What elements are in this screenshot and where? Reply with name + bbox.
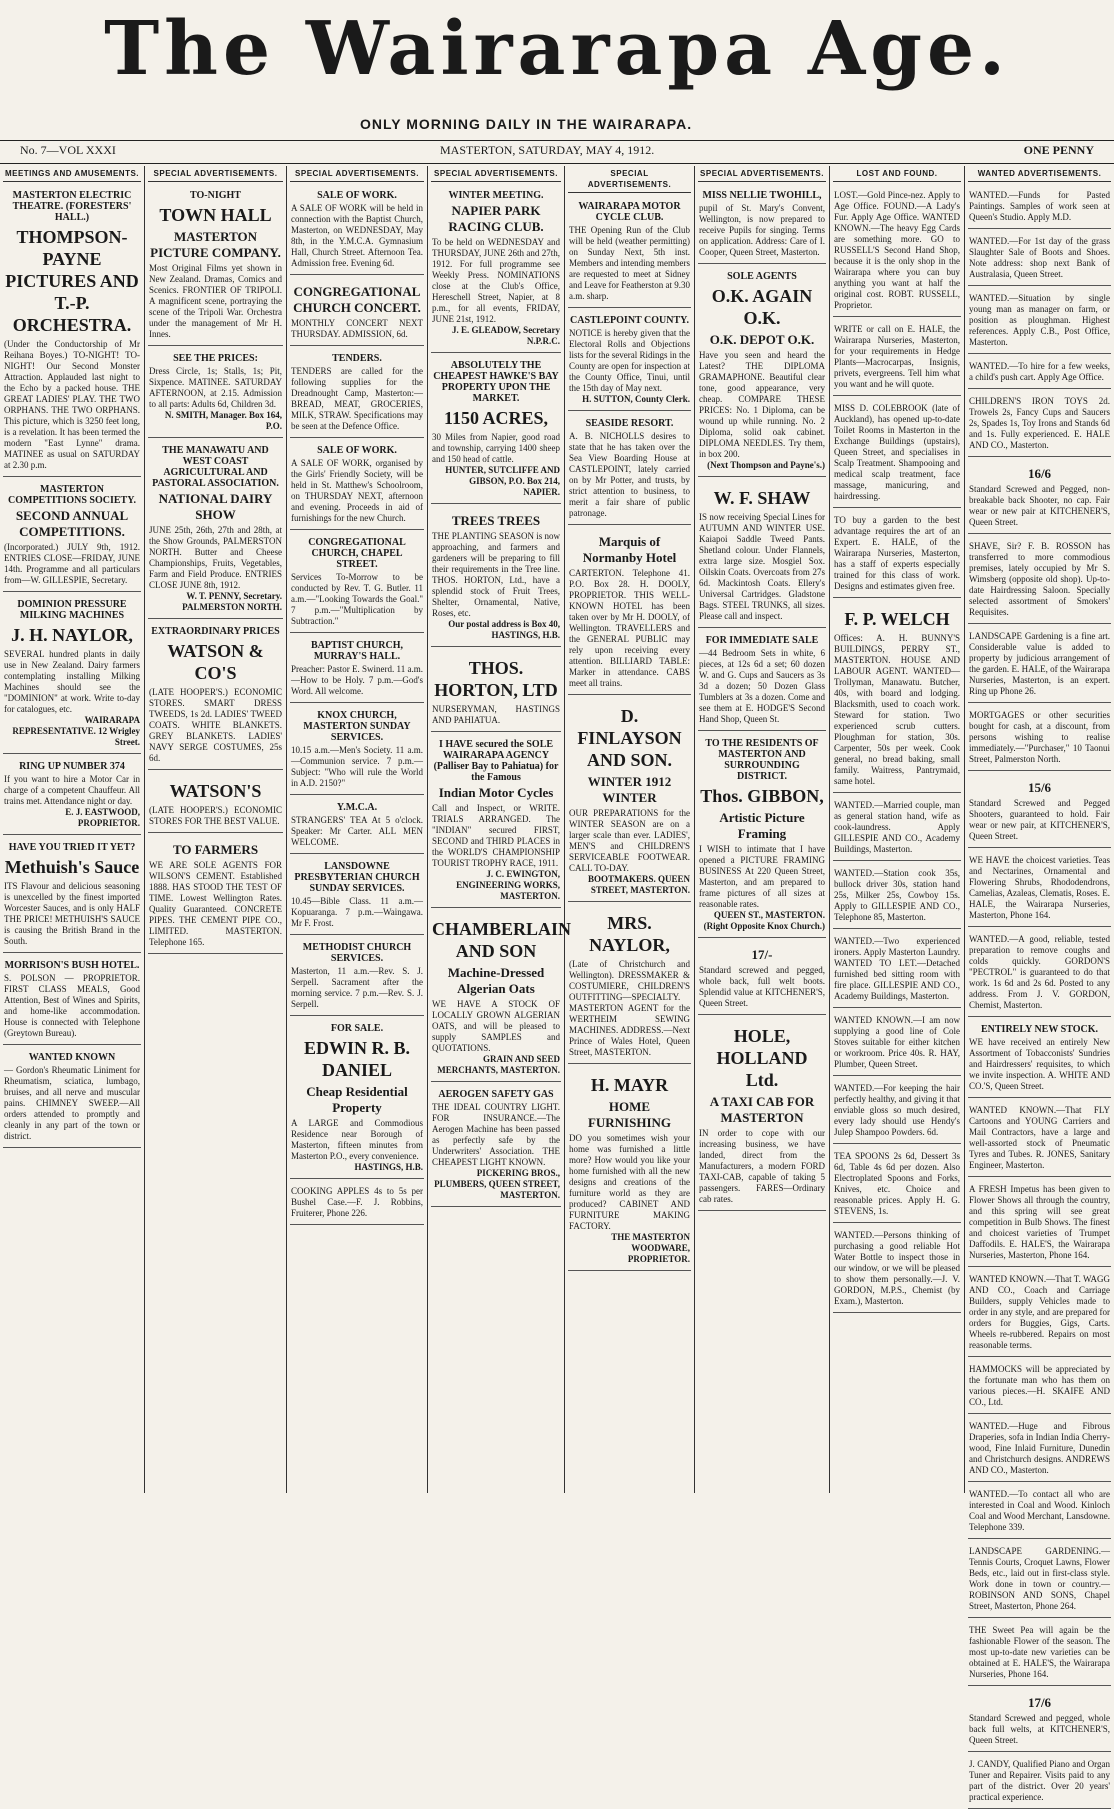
advertisement (833, 1226, 961, 1313)
ad-body: LANDSCAPE GARDENING.—Tennis Courts, Croquet Lawns, Flower Beds, etc., laid out in first-class style. Work done in town or country.—ROBINSON AND SONS, Chapel Street, Masterton, Phone 264. (969, 1546, 1110, 1611)
ad-body: SEVERAL hundred plants in daily use in New Zealand. Dairy farmers contemplating installing Milking Machines should see the "DOMINION" at work. Write to-day for catalogues, etc. (4, 649, 140, 714)
advertisement (290, 349, 424, 438)
ad-body: WANTED.—A good, reliable, tested preparation to remove coughs and colds quickly. GORDON'S "PECTROL" is guaranteed to do that work. 1s 6d and 2s 6d. Posted to any address. From J. V. GORDON, Chemist, Masterton. (969, 934, 1110, 1010)
ad-body: LOST.—Gold Pince-nez. Apply to Age Office. FOUND.—A Lady's Fur. Apply Age Office. WANTED KNOWN.—The heavy Egg Cards are something more. GO to RUSSELL'S Second Hand Shop, because it is the only shop in the Wairarapa where you can buy anything you want at half the original cost. ROBT. RUSSELL, Proprietor. (834, 190, 960, 310)
ad-mid: HOME FURNISHING (587, 1099, 672, 1130)
ad-body: WANTED.—Married couple, man as general station hand, wife as cook-laundress. Apply GILLESPIE AND CO., Academy Buildings, Masterton. (834, 800, 960, 854)
ad-body: Most Original Films yet shown in New Zealand. Dramas, Comics and Scenics. FRONTIER OF TRIPOLI. A magnificent scene, portraying the scene of the Tripoli War. Orchestra under the management of Mr H. Innes. (149, 263, 282, 339)
ad-body: NOTICE is hereby given that the Electoral Rolls and Objections lists for the several Ridings in the County are open for inspection at the County Office, Tinui, until the 15th day of May next. (569, 328, 690, 393)
advertisement (290, 533, 424, 633)
ad-big: O.K. AGAIN O.K. (711, 286, 813, 328)
ad-body: — Gordon's Rheumatic Liniment for Rheumatism, sciatica, lumbago, bruises, and all nerve and muscular pains. CHIMNEY SWEEP.—All orders attended to promptly and cleanly in any part of the town or district. (4, 1065, 140, 1141)
ad-title: FOR SALE. (330, 1023, 384, 1034)
ad-big: J. H. NAYLOR, (11, 625, 133, 645)
ad-body: Services To-Morrow to be conducted by Rev. T. G. Butler. 11 a.m.—"Looking Towards the Goal." 7 p.m.—"Multiplication by Subtraction." (291, 572, 423, 626)
ad-body: pupil of St. Mary's Convent, Wellington, is now prepared to receive Pupils for singing. Terms on application. Address: Care of I. Cooper, Queen Street, Masterton. (699, 203, 825, 257)
ad-mid: 17/- (751, 947, 773, 962)
ad-body: STRANGERS' TEA At 5 o'clock. Speaker: Mr Carter. ALL MEN WELCOME. (291, 815, 423, 847)
advertisement (833, 511, 961, 598)
column-heading: SPECIAL ADVERTISEMENTS. (290, 166, 424, 182)
column-heading: MEETINGS AND AMUSEMENTS. (3, 166, 141, 182)
issue-date: MASTERTON, SATURDAY, MAY 4, 1912. (440, 143, 655, 157)
advertisement (968, 1542, 1111, 1618)
ad-foot: J. C. EWINGTON, ENGINEERING WORKS, MASTERTON. (456, 869, 560, 901)
ad-title: SOLE AGENTS (727, 271, 797, 282)
advertisement (431, 1085, 561, 1207)
column-4 (428, 166, 572, 1493)
ad-foot: Our postal address is Box 40, HASTINGS, H.B. (448, 619, 560, 640)
ad-body: Preacher: Pastor E. Swinerd. 11 a.m.—How to be Holy. 7 p.m.—God's Word. All welcome. (291, 664, 423, 696)
ad-mid: 16/6 (1027, 466, 1052, 481)
ad-body: WANTED.—For 1st day of the grass Slaughter Sale of Boots and Shoes. Note address: shop next Bank of Australasia, Queen Street. (969, 236, 1110, 279)
ad-title: WAIRARAPA MOTOR CYCLE CLUB. (578, 201, 681, 223)
ad-body: I WISH to intimate that I have opened a PICTURE FRAMING BUSINESS At 220 Queen Street, Masterton, and am prepared to frame pictures of all sizes at reasonable rates. (699, 844, 825, 909)
ad-body: JUNE 25th, 26th, 27th and 28th, at the Show Grounds, PALMERSTON NORTH. Butter and Cheese Championships, Fruits, Vegetables, Farm and Field Produce. ENTRIES CLOSE JUNE 8th, 1912. (149, 525, 282, 590)
ad-title: TO THE RESIDENTS OF MASTERTON AND SURROUNDING DISTRICT. (705, 738, 819, 782)
advertisement (431, 911, 572, 1082)
ad-foot: BOOTMAKERS. QUEEN STREET, MASTERTON. (587, 874, 690, 895)
ad-title: HAVE YOU TRIED IT YET? (8, 842, 136, 853)
column-heading: SPECIAL ADVERTISEMENTS. (698, 166, 826, 182)
advertisement (698, 1018, 826, 1211)
ad-big: THOMPSON-PAYNE PICTURES AND T.-P. ORCHESTRA. (5, 227, 139, 335)
ad-title: CASTLEPOINT COUNTY. (570, 315, 689, 326)
advertisement (698, 480, 826, 628)
ad-body: THE Opening Run of the Club will be held (weather permitting) on Sunday Next, 5th inst. Members and intending members are requested to meet at Sidney and Leave for Featherston at 9.30 a.m. sharp. (569, 225, 690, 301)
advertisement (431, 356, 561, 504)
advertisement (3, 838, 141, 953)
ad-body: CARTERTON. Telephone 41. P.O. Box 28. H. DOOLY, PROPRIETOR. THIS WELL-KNOWN HOTEL has been taken over by Mr H. DOOLY, of Wellington. TRAVELLERS and the GENERAL PUBLIC may rely upon receiving every attention. BILLIARD TABLE: Marker in attendance. CABS meet all trains. (569, 568, 690, 688)
ad-foot: QUEEN ST., MASTERTON. (Right Opposite Knox Church.) (703, 910, 825, 931)
ad-mid: Machine-Dressed Algerian Oats (447, 965, 545, 996)
advertisement (148, 773, 283, 833)
ad-mid: 15/6 (1027, 780, 1052, 795)
advertisement (431, 650, 561, 732)
ad-mid: Artistic Picture Framing (719, 810, 805, 841)
ad-body: WANTED.—Two experienced ironers. Apply Masterton Laundry. WANTED TO LET.—Detached furnished bed sitting room with fire place. GILLESPIE AND CO., Academy Buildings, Masterton. (834, 936, 960, 1001)
advertisement (833, 1147, 961, 1223)
advertisement (968, 1621, 1111, 1686)
ad-foot: WAIRARAPA REPRESENTATIVE. 12 Wrigley Street. (12, 715, 140, 747)
ad-body: A. B. NICHOLLS desires to state that he has taken over the Sea View Boarding House at CASTLEPOINT, lately carried on by Mr Potter, and trusts, by strict attention to business, to merit a fair share of public patronage. (569, 431, 690, 518)
ad-body: WANTED.—Persons thinking of purchasing a good reliable Hot Water Bottle to inspect those in our window, or we will be pleased to show them personally.—J. V. GORDON, M.P.S., Chemist (by Exam.), Masterton. (834, 1230, 960, 1306)
ad-big: WATSON & CO'S (167, 641, 264, 683)
ad-foot: (Next Thompson and Payne's.) (707, 460, 825, 470)
ad-foot: THE MASTERTON WOODWARE, PROPRIETOR. (611, 1232, 690, 1264)
ad-body: A LARGE and Commodious Residence near Borough of Masterton, fifteen minutes from Masterton P.O., every convenience. (291, 1118, 423, 1161)
column-heading: LOST AND FOUND. (833, 166, 961, 182)
advertisement (568, 698, 691, 902)
advertisement (968, 537, 1111, 624)
ad-title: FOR IMMEDIATE SALE (705, 635, 819, 646)
ad-body: Masterton, 11 a.m.—Rev. S. J. Serpell. Sacrament after the morning service. 7 p.m.—Rev. S. J. Serpell. (291, 966, 423, 1009)
ad-body: THE IDEAL COUNTRY LIGHT. FOR INSURANCE.—The Aerogen Machine has been passed as perfectly safe by the Underwriters' Association. THE CHEAPEST LIGHT KNOWN. (432, 1102, 560, 1167)
ad-body: (Incorporated.) JULY 9th, 1912. ENTRIES CLOSE—FRIDAY, JUNE 14th. Programme and all particulars from—W. GILLESPIE, Secretary. (4, 542, 140, 585)
ad-body: Standard screwed and pegged, whole back, full welt boots. Splendid value at KITCHENER'S, Queen Street. (699, 965, 825, 1008)
advertisement (290, 186, 424, 275)
advertisement (968, 1270, 1111, 1357)
ad-body: THE PLANTING SEASON is now approaching, and farmers and gardeners will be preparing to fill their requirements in the Tree line. THOS. HORTON, Ltd., have a splendid stock of Fruit Trees, Shelter, Ornamental, Native, Roses, etc. (432, 531, 560, 618)
newspaper-title: The Wairarapa Age. (104, 6, 1010, 92)
advertisement (290, 636, 424, 703)
ad-title: MISS NELLIE TWOHILL, (702, 190, 822, 201)
ad-foot: N. SMITH, Manager. Box 164, P.O. (164, 410, 282, 431)
ad-title: AEROGEN SAFETY GAS (438, 1089, 554, 1100)
advertisement (148, 186, 283, 346)
column-3 (287, 166, 428, 1493)
ad-title: WANTED KNOWN (28, 1052, 116, 1063)
ad-body: 10.45—Bible Class. 11 a.m.—Kopuaranga. 7 p.m.—Waingawa. Mr F. Frost. (291, 896, 423, 928)
ad-body: (Late of Christchurch and Wellington). DRESSMAKER & COSTUMIERE, CHILDREN'S OUTFITTING—SPECIALTY. MASTERTON AGENT for the WERTHEIM SEWING MACHINES. ADDRESS.—Next Prince of Wales Hotel, Queen Street, MASTERTON. (569, 959, 690, 1057)
ad-body: WANTED.—For keeping the hair perfectly healthy, and giving it that enviable gloss so much desired, every lady should use Hendy's Julep Shampoo Powders. 6d. (834, 1083, 960, 1137)
advertisement (968, 186, 1111, 229)
ad-mid: TO FARMERS (172, 842, 259, 857)
advertisement (968, 1101, 1111, 1177)
ad-body: WANTED KNOWN.—That FLY Cartoons and YOUNG Carriers and Mail Contractors, have a large and well-assorted stock of Pneumatic Tyres and Tubes. R. JONES, Sanitary Engineer, Masterton. (969, 1105, 1110, 1170)
ad-body: Have you seen and heard the Latest? THE DIPLOMA GRAMAPHONE. Beautiful clear tone, good appearance, very cheap. COMPARE THESE PRICES: No. 1 Diploma, can be wound up while running. No. 2 Diploma, solid oak cabinet. DIPLOMA NEEDLES. Try them, in box 200. (699, 350, 825, 459)
ad-body: WANTED KNOWN.—That T. WAGG AND CO., Coach and Carriage Builders, supply Vehicles made to order in any style, and are prepared for orders for Buggies, Gigs, Carts. Wheels re-rubbered. Repairs on most reasonable terms. (969, 1274, 1110, 1350)
ad-title: ABSOLUTELY THE CHEAPEST HAWKE'S BAY PROPERTY UPON THE MARKET. (433, 360, 559, 404)
ad-body: LANDSCAPE Gardening is a fine art. Considerable value is added to property by judicious arrangement of the garden. E. HALE, of the Wairarapa Nurseries, Masterton, is an expert. Ring up Phone 26. (969, 631, 1110, 696)
ad-mid: Marquis of Normanby Hotel (582, 534, 677, 565)
column-heading: SPECIAL ADVERTISEMENTS. (431, 166, 561, 182)
ad-big: F. P. WELCH (844, 609, 950, 629)
ad-body: To be held on WEDNESDAY and THURSDAY, JUNE 26th and 27th, 1912. For full programme see Weekly Press. NOMINATIONS close at the Club's Office, Hereschell Street, Napier, at 8 p.m., for all events, FRIDAY, JUNE 21st, 1912. (432, 237, 560, 324)
ad-body: WANTED.—Station cook 35s, bullock driver 30s, station hand 25s, Milker 25s, Cowboy 15s. Apply to GILLESPIE AND CO., Telephone 85, Masterton. (834, 868, 960, 922)
advertisement (968, 1417, 1111, 1482)
ad-body: WANTED.—Situation by single young man as manager on farm, or position as ploughman. Highest references. Apply C.B., Post Office, Masterton. (969, 293, 1110, 347)
ad-body: WANTED.—To hire for a few weeks, a child's push cart. Apply Age Office. (969, 361, 1110, 382)
ad-title: CONGREGATIONAL CHURCH, CHAPEL STREET. (308, 537, 406, 570)
ad-body: J. CANDY, Qualified Piano and Organ Tuner and Repairer. Visits paid to any part of the district. Over 20 years' practical experience. (969, 1759, 1110, 1802)
advertisement (968, 357, 1111, 389)
ad-body: MORTGAGES or other securities bought for cash, at a discount, from persons wishing to realise immediately.—"Purchaser," 10 Taonui Street, Palmerston North. (969, 710, 1110, 764)
advertisement (968, 1020, 1111, 1098)
ad-big: H. MAYR (590, 1075, 669, 1095)
advertisement (968, 930, 1111, 1017)
ad-body: DO you sometimes wish your home was furnished a little more? How would you like your home furnished with all the new designs and creations of the furniture world as they are produced? CABINET AND FURNITURE MAKING FACTORY. (569, 1133, 690, 1231)
advertisement (3, 480, 141, 592)
advertisement (568, 197, 691, 308)
ad-foot: HASTINGS, H.B. (354, 1162, 423, 1172)
advertisement (698, 631, 826, 731)
ad-title: SEASIDE RESORT. (585, 418, 674, 429)
ad-foot: E. J. EASTWOOD, PROPRIETOR. (65, 807, 140, 828)
ad-mid: Indian Motor Cycles (438, 785, 554, 800)
ad-mid: 17/6 (1027, 1695, 1052, 1710)
advertisement (698, 267, 826, 477)
advertisement (698, 941, 826, 1015)
ad-body: CHILDREN'S IRON TOYS 2d. Trowels 2s, Fancy Cups and Saucers 2s, Spades 1s, Toy Irons and Stands 6d and 1s. Fully experienced. E. HALE AND CO., Masterton. (969, 396, 1110, 450)
ad-mid: A TAXI CAB FOR MASTERTON (709, 1094, 815, 1125)
ad-foot: J. E. GLEADOW, Secretary N.P.R.C. (452, 325, 560, 346)
ad-body: (LATE HOOPER'S.) ECONOMIC STORES. SMART DRESS TWEEDS, 1s 2d. LADIES' TWEED COATS. WHITE BLANKETS. GREY BLANKETS. LADIES' NAVY SERGE COSTUMES, 25s 6d. (149, 687, 282, 763)
ad-mid: O.K. DEPOT O.K. (709, 332, 815, 347)
ad-body: Dress Circle, 1s; Stalls, 1s; Pit, Sixpence. MATINEE. SATURDAY AFTERNOON, at 2.15. Admission to all parts: Adults 6d, Children 3d. (149, 366, 282, 409)
ad-big: Thos. GIBBON, (700, 786, 824, 806)
ad-title: METHODIST CHURCH SERVICES. (302, 942, 412, 964)
column-5 (565, 166, 695, 1493)
advertisement (968, 774, 1111, 848)
advertisement (568, 1067, 691, 1271)
ad-body: OUR PREPARATIONS for the WINTER SEASON are on a larger scale than ever. LADIES', MEN'S and CHILDREN'S SERVICEABLE FOOTWEAR. CALL TO-DAY. (569, 808, 690, 873)
advertisement (833, 864, 961, 929)
ad-title: I HAVE secured the SOLE WAIRARAPA AGENCY (Palliser Bay to Pahiatua) for the Famous (433, 739, 559, 783)
newspaper-tagline: ONLY MORNING DAILY IN THE WAIRARAPA. (360, 116, 693, 132)
column-heading: WANTED ADVERTISEMENTS. (968, 166, 1111, 182)
column-heading: SPECIAL ADVERTISEMENTS. (568, 166, 691, 193)
ad-body: WE HAVE A STOCK OF LOCALLY GROWN ALGERIAN OATS, and will be pleased to supply SAMPLES and QUOTATIONS. (432, 999, 560, 1053)
advertisement (148, 349, 283, 438)
column-heading: SPECIAL ADVERTISEMENTS. (148, 166, 283, 182)
masthead (0, 0, 1114, 150)
advertisement (968, 1180, 1111, 1267)
advertisement (290, 938, 424, 1016)
ad-big: THOS. HORTON, LTD (434, 658, 558, 700)
advertisement (431, 507, 561, 647)
advertisement (290, 441, 424, 530)
ad-title: BAPTIST CHURCH, MURRAY'S HALL. (310, 640, 404, 662)
ad-mid: NATIONAL DAIRY SHOW (158, 491, 273, 522)
ad-body: WE have received an entirely New Assortment of Tobacconists' Sundries and Hairdressers' requisites, to which we invite inspection. A. WHITE AND CO.'S, Queen Street. (969, 1037, 1110, 1091)
ad-mid: MASTERTON PICTURE COMPANY. (150, 229, 281, 260)
advertisement (968, 460, 1111, 534)
column-6 (695, 166, 830, 1493)
advertisement (290, 1182, 424, 1225)
advertisement (431, 735, 561, 908)
ad-body: WE HAVE the choicest varieties. Teas and Nectarines, Ornamental and Flowering Shrubs, Rhododendrons, Camelias, Azaleas, Clematis, Roses. E. HALE, the Wairarapa Nurseries, Masterton, Phone 164. (969, 855, 1110, 920)
advertisement (290, 798, 424, 854)
ad-body: —44 Bedroom Sets in white, 6 pieces, at 12s 6d a set; 60 dozen W. and G. Cups and Saucers as 3s 3d a dozen; 50 Dozen Glass Tumblers at 3s a dozen. Come and see them at E. HODGE'S Second Hand Shop, Queen St. (699, 648, 825, 724)
ad-foot: W. T. PENNY, Secretary. PALMERSTON NORTH. (182, 591, 282, 612)
dateline (0, 140, 1114, 164)
ad-body: A SALE OF WORK will be held in connection with the Baptist Church, Masterton, on WEDNESDAY, May 8th, in the Y.M.C.A. Gymnasium Hall, Church Street. Afternoon Tea. Admission free. Evening 6d. (291, 203, 423, 268)
advertisement (698, 186, 826, 264)
ad-body: WRITE or call on E. HALE, the Wairarapa Nurseries, Masterton, for your requirements in Hedge Plants—Macrocarpas, Insignis, privets, evergreens. Tell him what you want and he will quote. (834, 324, 960, 389)
ad-mid: WINTER 1912 WINTER (587, 774, 672, 805)
advertisement (148, 836, 283, 954)
ad-body: IN order to cope with our increasing business, we have landed, direct from the Manufacturers, a modern FORD TAXI-CAB, capable of taking 5 passengers. FARES—Ordinary cab rates. (699, 1128, 825, 1204)
advertisement (833, 601, 961, 793)
ad-big: TOWN HALL (159, 205, 272, 225)
ad-body: Standard Screwed and Pegged, non-breakable back Shooter, no cap. Fair wear or new pair at KITCHENER'S, Queen Street. (969, 484, 1110, 527)
ad-title: LANSDOWNE PRESBYTERIAN CHURCH SUNDAY SERVICES. (294, 861, 420, 894)
column-7 (830, 166, 965, 1493)
advertisement (290, 1019, 424, 1179)
ad-body: HAMMOCKS will be appreciated by the fortunate man who has them on various pieces.—H. SKAIFE AND CO., Ltd. (969, 1364, 1110, 1407)
ad-foot: H. SUTTON, County Clerk. (582, 394, 690, 404)
advertisement (833, 186, 961, 317)
ad-body: A SALE OF WORK, organised by the Girls' Friendly Society, will be held in St. Matthew's Schoolroom, on THURSDAY NEXT, afternoon and evening. Proceeds in aid of furnishings for the new Church. (291, 458, 423, 523)
ad-big: W. F. SHAW (713, 488, 811, 508)
ad-big: WATSON'S (169, 781, 262, 801)
ad-body: TENDERS are called for the following supplies for the Dreadnought Camp, Masterton:—BREAD, MEAT, GROCERIES, MILK, STRAW. Specifications may be seen at the Defence Office. (291, 366, 423, 431)
advertisement (3, 186, 141, 477)
ad-mid: SECOND ANNUAL COMPETITIONS. (15, 508, 129, 539)
ad-title: SEE THE PRICES: (173, 353, 258, 364)
advertisement (968, 289, 1111, 354)
ad-body: 30 Miles from Napier, good road and township, carrying 1400 sheep and 150 head of cattle. (432, 432, 560, 464)
advertisement (290, 278, 424, 346)
advertisement (968, 1485, 1111, 1539)
advertisement (568, 905, 691, 1064)
ad-body: SHAVE, Sir? F. B. ROSSON has transferred to more commodious premises, lately occupied by Mr S. Wimsberg (opposite old shop). Up-to-date Hairdressing Saloon. Specially selected assortment of Smokers' Requisites. (969, 541, 1110, 617)
ad-big: Methuish's Sauce (4, 857, 140, 877)
advertisement (833, 1079, 961, 1144)
ad-big: MRS. NAYLOR, (589, 913, 670, 955)
ad-body: Offices: A. H. BUNNY'S BUILDINGS, PERRY ST., MASTERTON. HOUSE AND LABOUR AGENT. WANTED—Trollyman, Manawatu. Butcher, 40s, with board and lodging. Blacksmith, used to coach work. Steward for station. Two experienced scrub cutters. Ploughman for station, 30s. Carpenter, 50s per week. Cook general, no bread baking, small family. Waitress, Pantrymaid, same hotel. (834, 633, 960, 786)
advertisement (968, 1755, 1111, 1809)
advertisement (148, 622, 283, 770)
column-1 (0, 166, 145, 1493)
ad-title: Y.M.C.A. (336, 802, 378, 813)
ad-body: Standard Screwed and pegged, whole back full welts, at KITCHENER'S, Queen Street. (969, 1713, 1110, 1745)
advertisement-columns (0, 166, 1114, 1802)
ad-big: EDWIN R. B. DANIEL (303, 1038, 410, 1080)
ad-body: WANTED.—Funds for Pasted Paintings. Samples of work seen at Queen's Studio. Apply M.D. (969, 190, 1110, 222)
ad-body: WANTED.—To contact all who are interested in Coal and Wood. Kinloch Coal and Wood Merchant, Lansdowne. Telephone 339. (969, 1489, 1110, 1532)
ad-foot: HUNTER, SUTCLIFFE AND GIBSON, P.O. Box 214, NAPIER. (445, 465, 560, 497)
ad-body: If you want to hire a Motor Car in charge of a competent Chauffeur. All trains met. Attendance night or day. (4, 774, 140, 806)
ad-body: A FRESH Impetus has been given to Flower Shows all through the country, and this spring will see great competition in Bulb Shows. The finest and choicest varieties of Trumpet Daffodils. E. HALE'S, the Wairarapa Nurseries, Masterton, Phone 164. (969, 1184, 1110, 1260)
advertisement (3, 757, 141, 835)
ad-title: WINTER MEETING. (448, 190, 544, 201)
advertisement (968, 1360, 1111, 1414)
issue-number: No. 7—VOL XXXI (20, 143, 116, 157)
ad-title: ENTIRELY NEW STOCK. (981, 1024, 1098, 1035)
advertisement (568, 311, 691, 411)
advertisement (968, 1689, 1111, 1752)
advertisement (3, 1048, 141, 1148)
advertisement (968, 232, 1111, 286)
advertisement (833, 399, 961, 508)
ad-title: MASTERTON ELECTRIC THEATRE. (FORESTERS' HALL.) (12, 190, 132, 223)
ad-foot: PICKERING BROS., PLUMBERS, QUEEN STREET, MASTERTON. (434, 1168, 560, 1200)
advertisement (833, 320, 961, 396)
ad-title: RING UP NUMBER 374 (19, 761, 125, 772)
ad-body: WANTED KNOWN.—I am now supplying a good line of Cole Stoves suitable for either kitchen or workroom. Price 40s. R. HAY, Plumber, Queen Street. (834, 1015, 960, 1069)
ad-body: THE Sweet Pea will again be the fashionable Flower of the season. The most up-to-date new varieties can be obtained at E. HALE'S, the Wairarapa Nurseries, Phone 164. (969, 1625, 1110, 1679)
advertisement (431, 186, 561, 353)
advertisement (3, 595, 141, 754)
advertisement (833, 796, 961, 861)
ad-title: SALE OF WORK. (317, 190, 397, 201)
ad-title: DOMINION PRESSURE MILKING MACHINES (17, 599, 127, 621)
ad-title: MORRISON'S BUSH HOTEL. (4, 960, 140, 971)
column-8 (965, 166, 1114, 1802)
ad-body: S. POLSON — PROPRIETOR. FIRST CLASS MEALS, Good Attention, Best of Wines and Spirits, and home-like accommodation. House is connected with Telephone (Greytown Bureau). (4, 973, 140, 1038)
ad-title: THE MANAWATU AND WEST COAST AGRICULTURAL AND PASTORAL ASSOCIATION. (152, 445, 279, 489)
advertisement (568, 414, 691, 525)
ad-body: TO buy a garden to the best advantage requires the art of an Expert. E. HALE, of the Wairarapa Nurseries, Masterton, has a staff of experts especially trained for this class of work. Designs and estimates given free. (834, 515, 960, 591)
ad-body: (Under the Conductorship of Mr Reihana Boyes.) TO-NIGHT! TO-NIGHT! Our Second Monster Attraction. Applauded last night to the Echo by a packed house. THE GREAT LADIES' PLAY. THE TWO ORPHANS. THE TWO ORPHANS. This picture, which is 3250 feet long, is a revelation. It has been termed the modern "East Lynne" drama. MATINEE as usual on SATURDAY at 2.30 p.m. (4, 339, 140, 470)
ad-body: Call and Inspect, or WRITE. TRIALS ARRANGED. The "INDIAN" secured FIRST, SECOND and THIRD PLACES in the WORLD'S CHAMPIONSHIP TOURIST TROPHY RACE, 1911. (432, 803, 560, 868)
ad-foot: GRAIN AND SEED MERCHANTS, MASTERTON. (437, 1054, 560, 1075)
ad-body: MONTHLY CONCERT NEXT THURSDAY. ADMISSION, 6d. (291, 318, 423, 339)
ad-body: TEA SPOONS 2s 6d, Dessert 3s 6d, Table 4s 6d per dozen. Also Electroplated Spoons and Forks, Knives, etc. Choice and reasonable prices. Apply H. G. STEVENS, 1s. (834, 1151, 960, 1216)
ad-mid: TREES TREES (451, 513, 541, 528)
ad-title: MASTERTON COMPETITIONS SOCIETY. (8, 484, 136, 506)
advertisement (290, 706, 424, 795)
advertisement (148, 441, 283, 619)
ad-body: (LATE HOOPER'S.) ECONOMIC STORES FOR THE BEST VALUE. (149, 805, 282, 826)
ad-mid: NAPIER PARK RACING CLUB. (448, 203, 544, 234)
advertisement (968, 851, 1111, 927)
ad-body: 10.15 a.m.—Men's Society. 11 a.m.—Communion service. 7 p.m.—Subject: "Who will rule the World in A.D. 2150?" (291, 745, 423, 788)
advertisement (968, 706, 1111, 771)
ad-body: Standard Screwed and Pegged Shooters, guaranteed to hold. Fair wear or new pair, at KITCHENER'S, Queen Street. (969, 798, 1110, 841)
advertisement (290, 857, 424, 935)
ad-title: TENDERS. (332, 353, 382, 364)
ad-mid: CONGREGATIONAL CHURCH CONCERT. (293, 284, 421, 315)
ad-title: TO-NIGHT (190, 190, 241, 201)
ad-big: HOLE, HOLLAND Ltd. (716, 1026, 808, 1090)
issue-price: ONE PENNY (1023, 143, 1094, 157)
advertisement (968, 392, 1111, 457)
advertisement (3, 956, 141, 1045)
ad-big: 1150 ACRES, (443, 408, 549, 428)
ad-title: SALE OF WORK. (317, 445, 397, 456)
ad-mid: Cheap Residential Property (306, 1084, 408, 1115)
ad-body: MISS D. COLEBROOK (late of Auckland), has opened up-to-date Toilet Rooms in Masterton in the Exchange Buildings (upstairs), Queen Street, and specialises in Scalp Treatment. Shampooing and medical scalp treatment, face massage, manicuring, and hairdressing. (834, 403, 960, 501)
ad-body: IS now receiving Special Lines for AUTUMN AND WINTER USE. Kaiapoi Saddle Tweed Pants. Shetland colour. Under Flannels, extra large size. Mosgiel Sox. Oilskin Coats. Overcoats from 27s 6d. Mackintosh Coats. Ellery's Universal Cartridges. Gladstone Bags. STEEL TRUNKS, all sizes. Please call and inspect. (699, 512, 825, 621)
advertisement (833, 1011, 961, 1076)
ad-body: NURSERYMAN, HASTINGS AND PAHIATUA. (432, 704, 560, 725)
advertisement (833, 932, 961, 1008)
advertisement (568, 528, 691, 695)
ad-big: D. FINLAYSON AND SON. (577, 706, 682, 770)
ad-body: ITS Flavour and delicious seasoning is unexcelled by the finest imported Worcester Sauces, and is only HALF THE PRICE! METHUISH'S SAUCE is causing the British Brand in the South. (4, 881, 140, 946)
ad-big: CHAMBERLAIN AND SON (432, 919, 572, 961)
advertisement (968, 627, 1111, 703)
advertisement (698, 734, 826, 938)
ad-title: EXTRAORDINARY PRICES (151, 626, 280, 637)
ad-body: COOKING APPLES 4s to 5s per Bushel Case.—F. J. Robbins, Fruiterer, Phone 226. (291, 1186, 423, 1218)
ad-body: WE ARE SOLE AGENTS FOR WILSON'S CEMENT. Established 1888. HAS STOOD THE TEST OF TIME. Lowest Wellington Rates. Quality Guaranteed. CONCRETE PIPES. THE CEMENT PIPE CO., LIMITED. MASTERTON. Telephone 165. (149, 860, 282, 947)
ad-body: WANTED.—Huge and Fibrous Draperies, sofa in Indian India Cherry-wood, Fine Inlaid Furniture, Dunedin and Christchurch designs. ANDREWS AND CO., Masterton. (969, 1421, 1110, 1475)
column-2 (145, 166, 287, 1493)
ad-title: KNOX CHURCH, MASTERTON SUNDAY SERVICES. (303, 710, 411, 743)
